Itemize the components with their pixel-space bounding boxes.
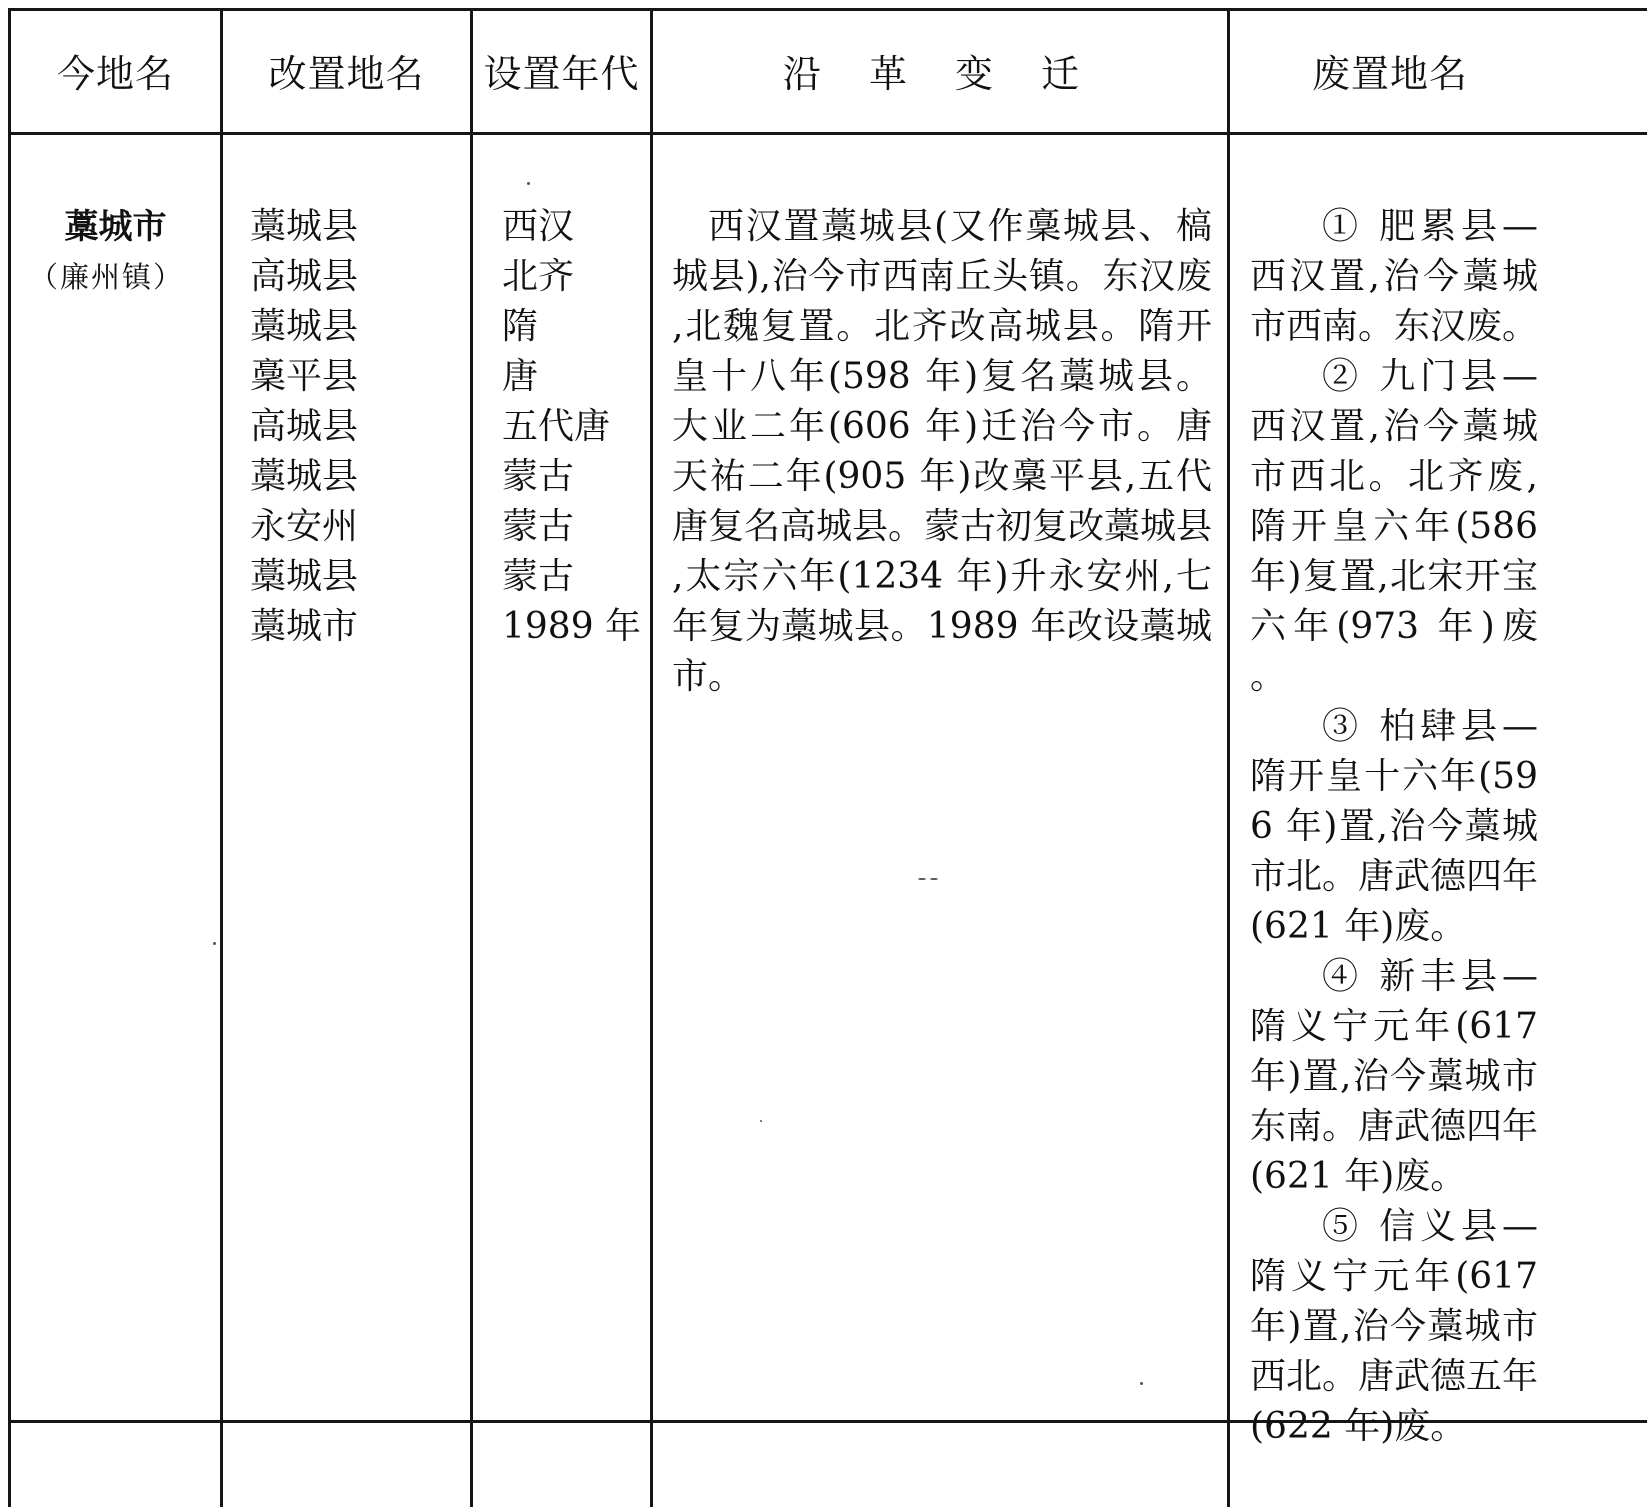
list-item: ④ 新丰县—隋义宁元年(617 年)置,治今藁城市东南。唐武德四年(621 年)废。 — [1250, 956, 1539, 1197]
header-abolished-places: 废置地名 — [1311, 52, 1468, 96]
list-item: ③ 柏肆县—隋开皇十六年(596 年)置,治今藁城市北。唐武德四年(621 年)废。 — [1250, 706, 1539, 947]
scan-speck — [527, 182, 530, 185]
header-renamed-places: 改置地名 — [268, 52, 425, 96]
current-place-name: 藁城市 — [64, 207, 167, 247]
list-item: 藁城县 — [250, 556, 359, 597]
list-item: 五代唐 — [502, 406, 611, 447]
list-item: 高城县 — [250, 406, 359, 447]
list-item: 隋 — [502, 306, 539, 347]
scan-speck — [930, 878, 938, 880]
list-item: 蒙古 — [502, 456, 575, 497]
list-item: ⑤ 信义县—隋义宁元年(617 年)置,治今藁城市西北。唐武德五年(622 年)废。 — [1250, 1206, 1539, 1447]
column-divider — [220, 8, 223, 1507]
header-history: 沿 革 变 迁 — [782, 52, 1098, 96]
list-item: 北齐 — [502, 256, 575, 297]
scan-speck — [213, 942, 216, 945]
header-established-era: 设置年代 — [483, 52, 640, 96]
list-item: 藁城县 — [250, 306, 359, 347]
current-name-cell — [11, 202, 220, 302]
abolished-places-list — [1250, 202, 1538, 1452]
list-item: 藁城市 — [250, 606, 359, 647]
header-current-name: 今地名 — [56, 52, 174, 96]
header-divider — [8, 132, 1647, 135]
column-divider — [1227, 8, 1230, 1507]
scan-speck — [760, 1120, 762, 1122]
column-divider — [650, 8, 653, 1507]
list-item: ① 肥累县—西汉置,治今藁城市西南。东汉废。 — [1250, 206, 1539, 347]
list-item: 1989 年 — [502, 606, 642, 647]
list-item: 高城县 — [250, 256, 359, 297]
list-item: 蒙古 — [502, 556, 575, 597]
scan-speck — [1140, 1382, 1143, 1385]
list-item: ② 九门县—西汉置,治今藁城市西北。北齐废,隋开皇六年(586 年)复置,北宋开宝六年(973 年)废。 — [1250, 356, 1538, 697]
scan-speck — [918, 878, 926, 880]
table-top-border — [8, 8, 1647, 11]
list-item: 永安州 — [250, 506, 359, 547]
list-item: 藁城县 — [250, 456, 359, 497]
list-item: 西汉 — [502, 206, 575, 247]
history-paragraph: 西汉置藁城县(又作稾城县、槁城县),治今市西南丘头镇。东汉废,北魏复置。北齐改高城县。隋开皇十八年(598 年)复名藁城县。大业二年(606 年)迁治今市。唐天祐二年(905 年)改稾平县,五代唐复名高城县。蒙古初复改藁城县,太宗六年(1234 年)升永安州,七年复为藁城县。1989 年改设藁城市。 — [672, 206, 1213, 697]
column-divider — [470, 8, 473, 1507]
current-place-seat: （廉州镇） — [28, 260, 184, 294]
list-item: 唐 — [502, 356, 539, 397]
renamed-places-list — [250, 202, 358, 652]
established-eras-list — [502, 202, 641, 652]
list-item: 稾平县 — [250, 356, 359, 397]
list-item: 蒙古 — [502, 506, 575, 547]
list-item: 藁城县 — [250, 206, 359, 247]
